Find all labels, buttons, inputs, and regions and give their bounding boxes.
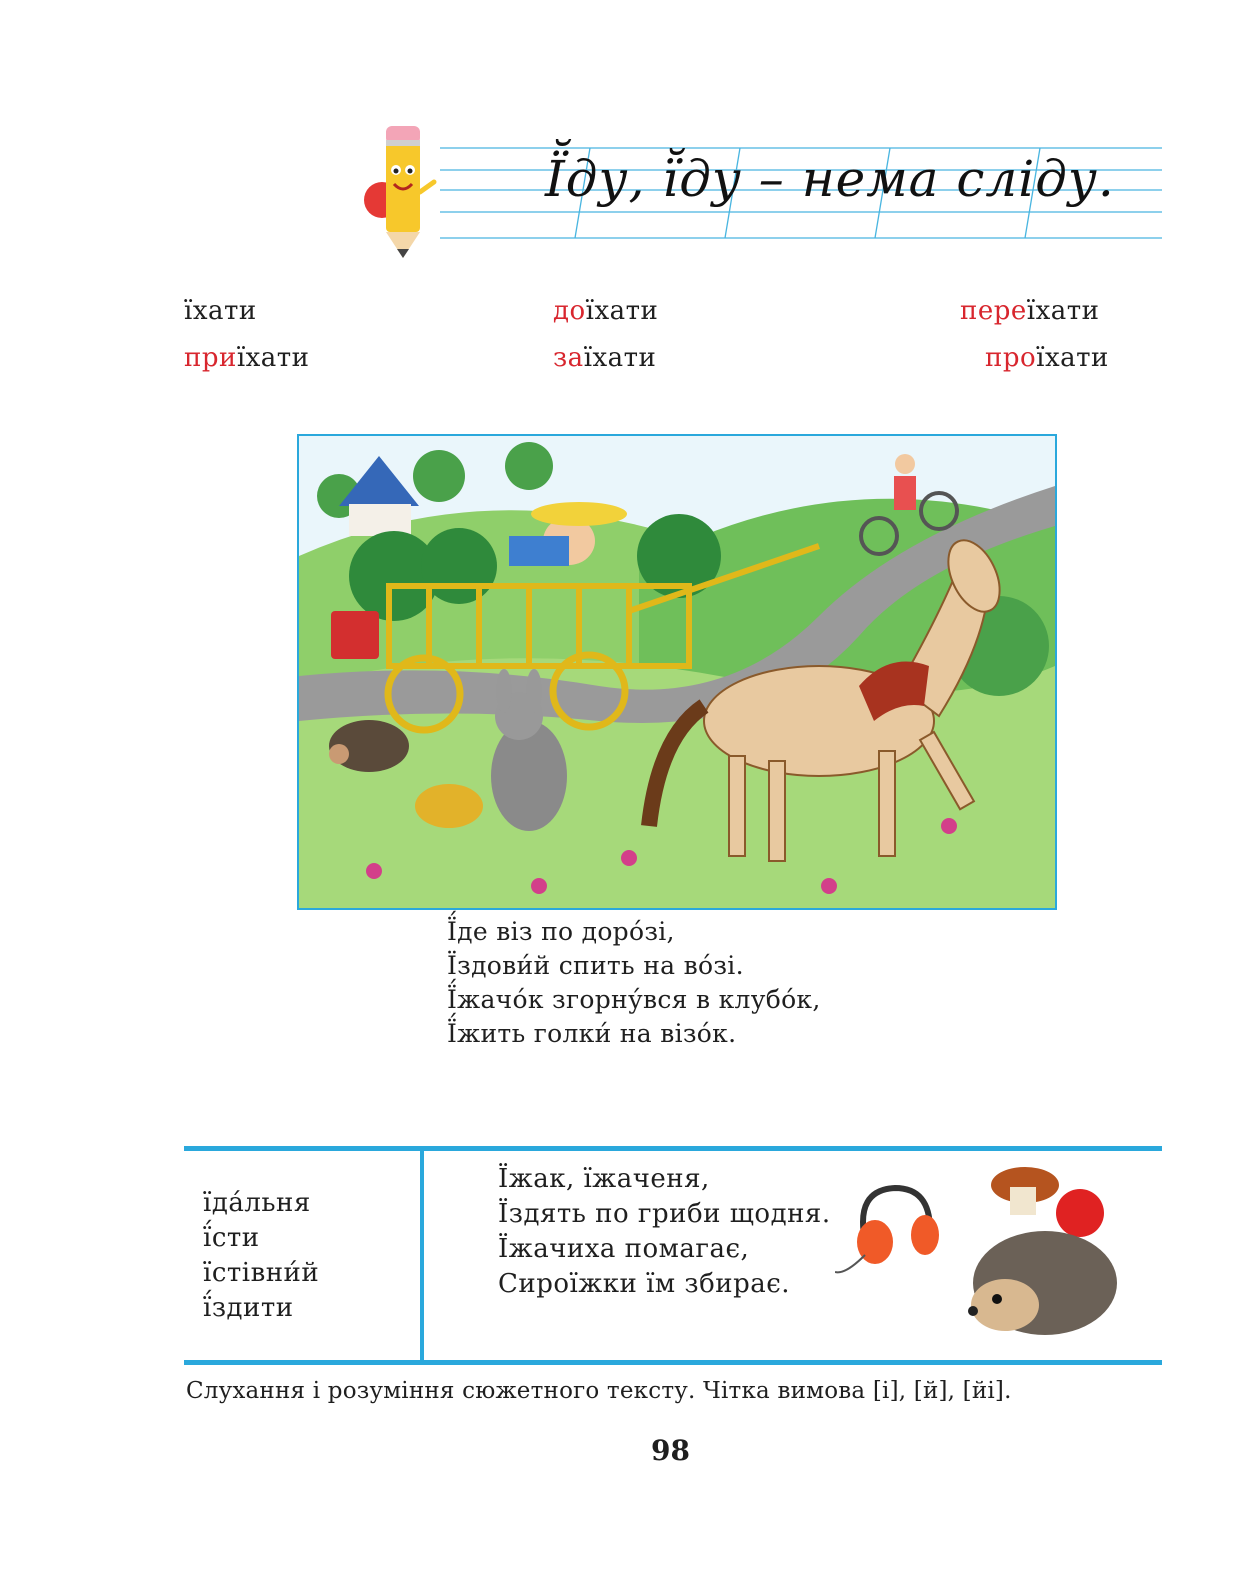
scene-drawing [299,436,1055,908]
table-poem-line: Їжачиха помагає, [498,1234,750,1264]
word-zaikhaty [553,343,656,373]
word-root: їхати [1036,343,1109,373]
table-word: ї́сти [203,1223,260,1253]
footer-note: Слухання і розуміння сюжетного тексту. Чітка вимова [і], [й], [йі]. [186,1378,1012,1404]
word-root: їхати [583,343,657,373]
hedgehog-icon [955,1165,1135,1345]
table-word: їстівни́й [203,1258,320,1288]
word-prefix: при [184,343,237,373]
table-top-rule [184,1146,1162,1151]
illustration-cart-scene [297,434,1057,910]
word-pryikhaty [184,343,310,373]
headphones-icon [835,1180,945,1280]
word-root: їхати [236,343,310,373]
poem-line: Ї́жить голки́ на візо́к. [447,1019,737,1048]
table-poem-line: Сироїжки їм збирає. [498,1269,791,1299]
word-prefix: до [553,296,586,326]
word-pereikhaty [960,296,1099,326]
word-ikhaty [184,296,257,326]
poem-line: Ї́де віз по доро́зі, [447,917,675,946]
table-bottom-rule [184,1360,1162,1365]
word-root: їхати [184,296,257,326]
word-prefix: пере [960,296,1027,326]
page-number: 98 [651,1434,690,1467]
table-word: їда́льня [203,1188,311,1218]
word-doikhaty [553,296,658,326]
word-prefix: за [553,343,584,373]
pencil-mascot-icon [362,122,440,262]
table-poem-line: Їздять по гриби щодня. [498,1199,831,1229]
table-poem-line: Їжак, їжаченя, [498,1164,710,1194]
table-divider [420,1149,424,1363]
word-root: їхати [1026,296,1100,326]
poem-line: Ї́жачо́к згорну́вся в клубо́к, [447,985,821,1014]
word-prefix: про [985,343,1037,373]
poem-line: Їздови́й спить на во́зі. [447,951,744,980]
word-proikhaty [985,343,1109,373]
word-root: їхати [585,296,659,326]
handwritten-title: Ї̆ду, ї̆ду – нема сліду. [545,150,1115,208]
table-word: ї́здити [203,1293,294,1323]
